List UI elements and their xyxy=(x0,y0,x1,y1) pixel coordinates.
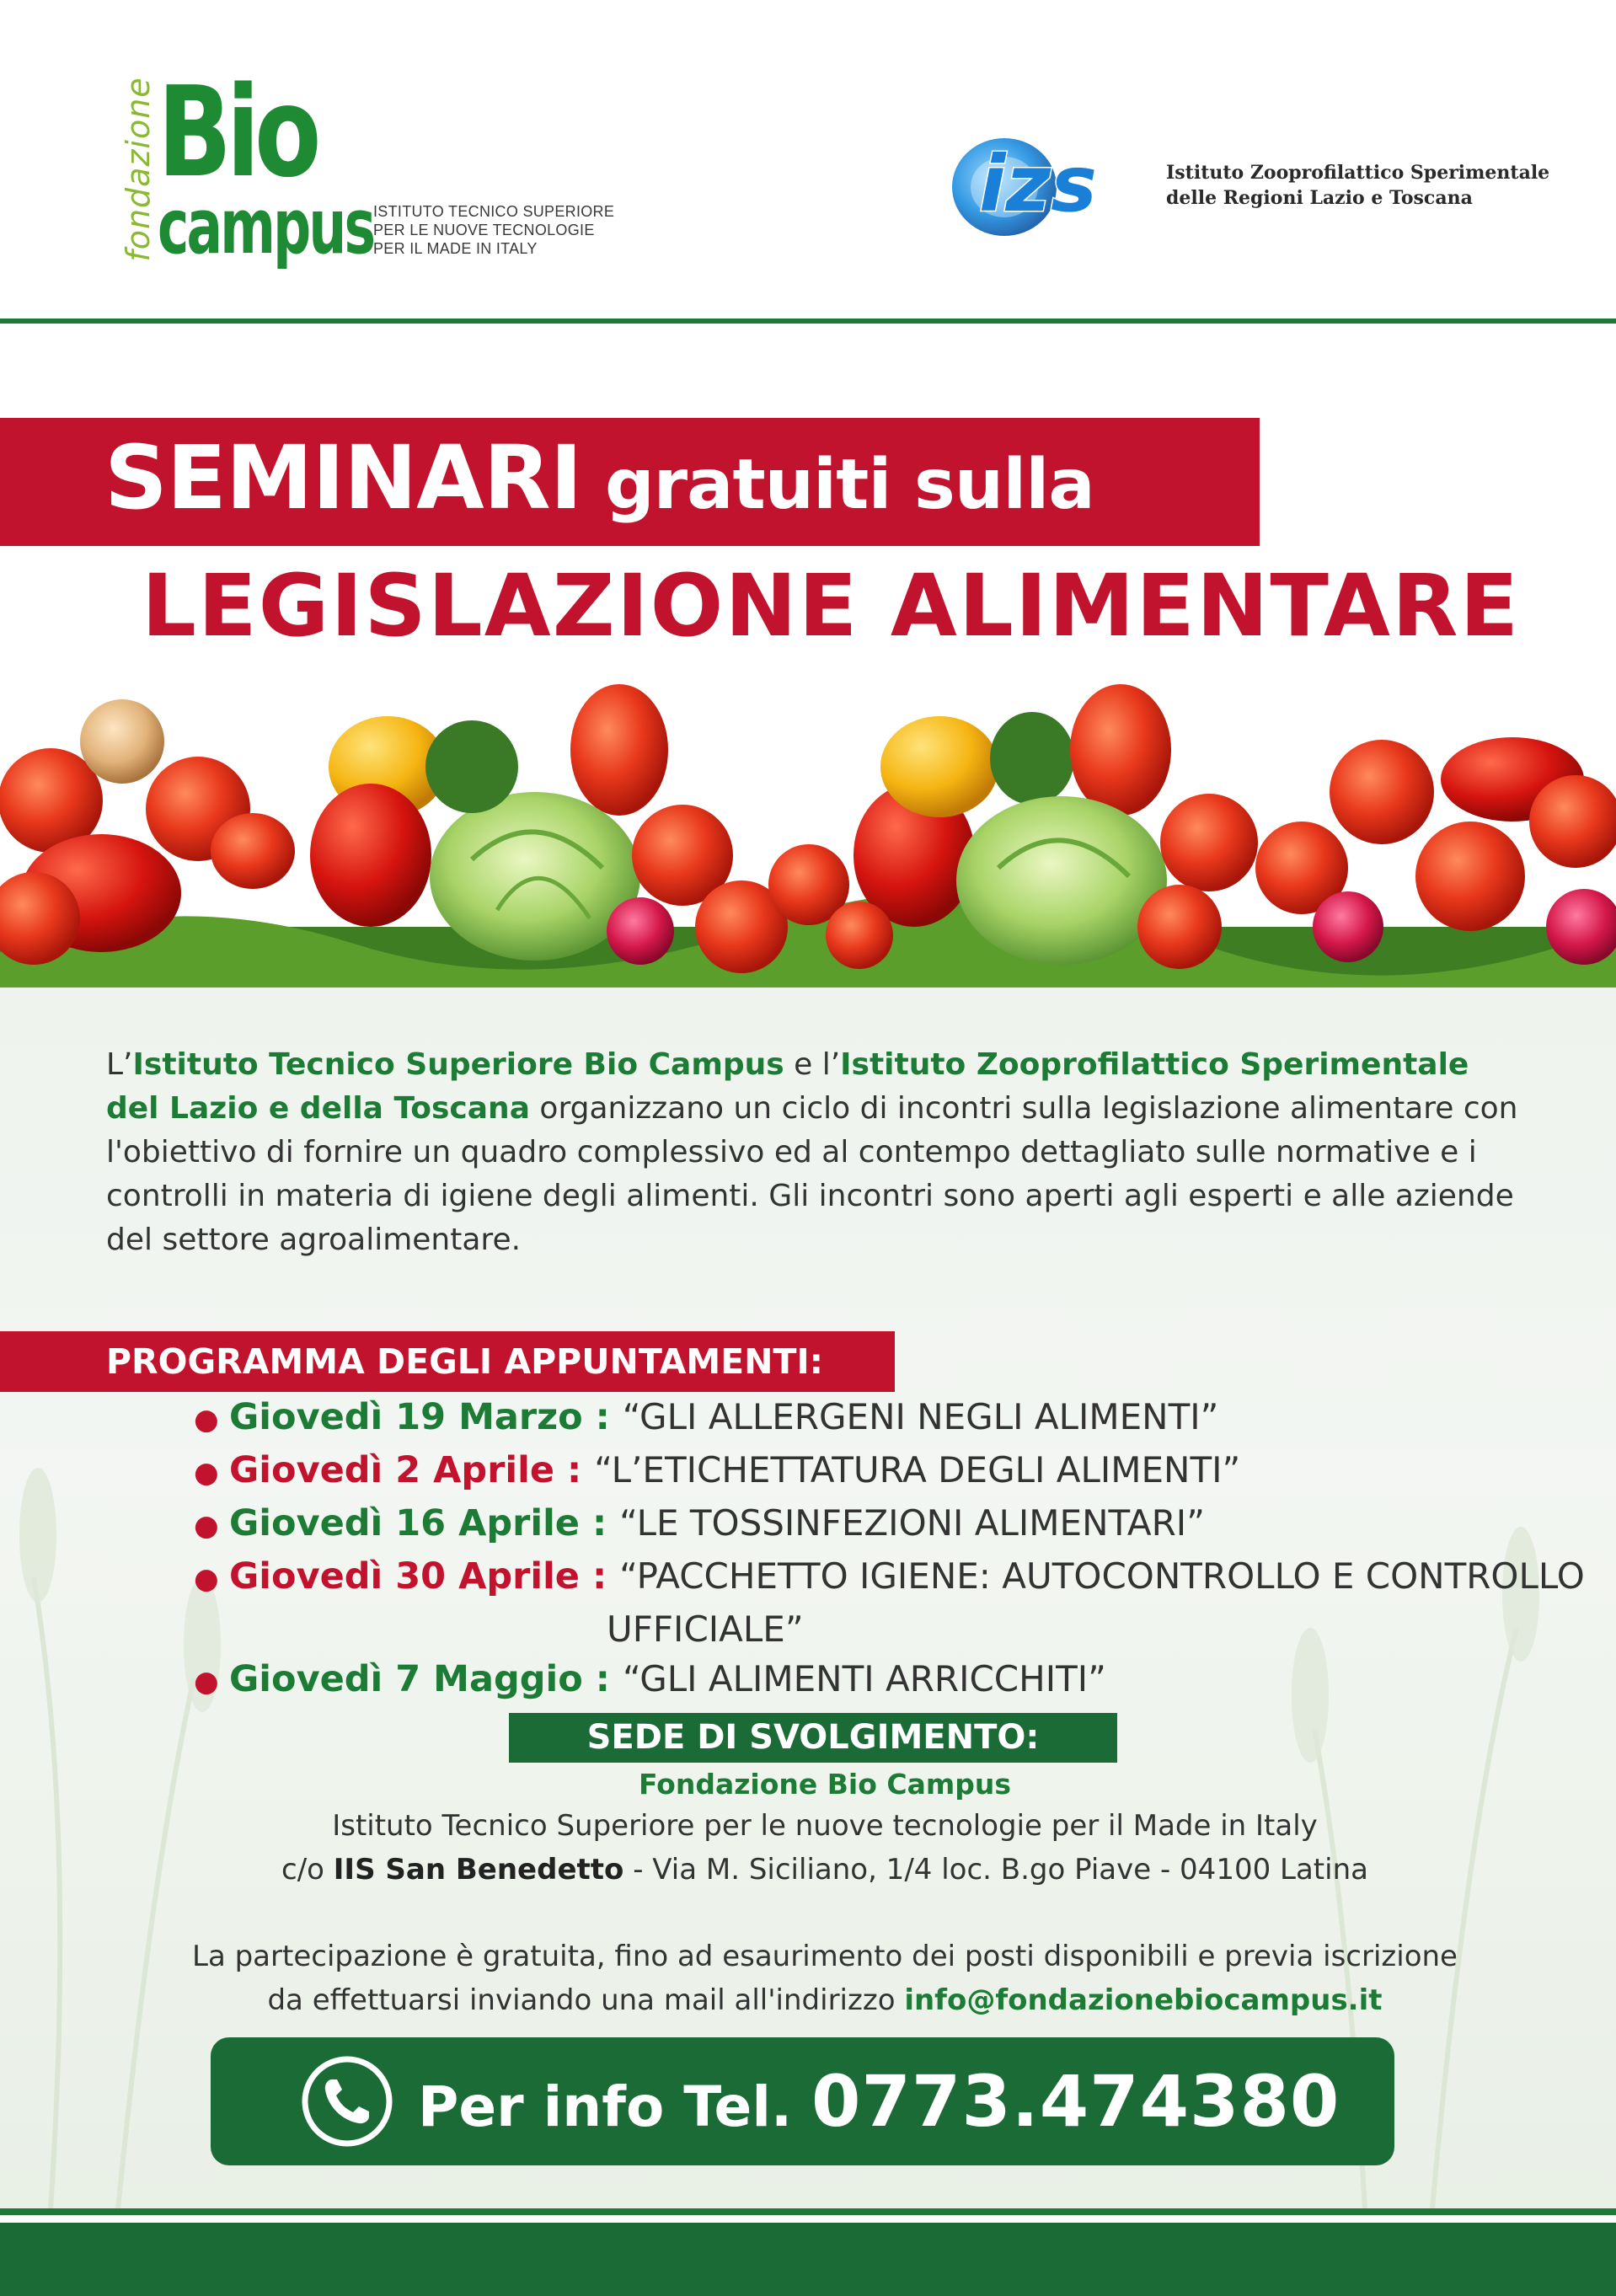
svg-text:izs: izs xyxy=(979,139,1097,229)
schedule-item xyxy=(194,1654,1576,1707)
partecipazione-text: La partecipazione è gratuita, fino ad esaurimento dei posti disponibili e previa iscrizione da effettuarsi inviando una mail all'indirizzo info@fondazionebiocampus.it xyxy=(192,1940,1458,2017)
vegetables-image xyxy=(0,674,1616,990)
bullet-icon: ● xyxy=(194,1403,219,1437)
izs-name: Istituto Zooprofilattico Sperimentale delle Regioni Lazio e Toscana xyxy=(1166,162,1550,209)
phone-number[interactable]: 0773.474380 xyxy=(811,2060,1340,2143)
footer-band xyxy=(0,2223,1616,2296)
sede-address: c/o IIS San Benedetto - Via M. Siciliano, 1/4 loc. B.go Piave - 04100 Latina xyxy=(281,1853,1368,1887)
biocampus-logo-bio: Bio xyxy=(158,60,317,205)
bullet-icon: ● xyxy=(194,1456,219,1490)
schedule-list xyxy=(194,1392,1585,1707)
sede-heading: SEDE DI SVOLGIMENTO: xyxy=(586,1718,1040,1757)
schedule-topic: “PACCHETTO IGIENE: AUTOCONTROLLO E CONTROLLO xyxy=(619,1555,1585,1597)
sede-name: Fondazione Bio Campus xyxy=(638,1768,1012,1801)
izs-logo xyxy=(945,126,1550,244)
email-link[interactable]: info@fondazionebiocampus.it xyxy=(904,1983,1383,2017)
header-divider xyxy=(0,318,1616,324)
biocampus-logo-campus: campus xyxy=(158,183,374,271)
schedule-item xyxy=(194,1551,1585,1654)
info-phone-text: Per info Tel. 0773.474380 xyxy=(418,2060,1340,2143)
title-line-2: LEGISLAZIONE ALIMENTARE xyxy=(142,556,1521,656)
org-izs: Istituto Zooprofilattico Sperimentale del Lazio e della Toscana xyxy=(106,1047,1469,1126)
bullet-icon: ● xyxy=(194,1562,219,1596)
biocampus-logo-prefix: fondazione xyxy=(120,77,157,262)
schedule-item xyxy=(194,1445,1576,1498)
schedule-topic: “L’ETICHETTATURA DEGLI ALIMENTI” xyxy=(594,1449,1241,1491)
izs-logo-mark xyxy=(945,133,1156,243)
footer-divider xyxy=(0,2208,1616,2215)
schedule-date: Giovedì 30 Aprile : xyxy=(229,1555,620,1598)
bullet-icon: ● xyxy=(194,1509,219,1543)
schedule-date: Giovedì 16 Aprile : xyxy=(229,1502,620,1544)
schedule-item xyxy=(194,1498,1576,1551)
biocampus-logo xyxy=(120,60,626,276)
schedule-date: Giovedì 7 Maggio : xyxy=(229,1658,623,1700)
biocampus-tagline: ISTITUTO TECNICO SUPERIORE PER LE NUOVE TECNOLOGIE PER IL MADE IN ITALY xyxy=(373,203,615,257)
programma-heading: PROGRAMMA DEGLI APPUNTAMENTI: xyxy=(106,1341,824,1382)
phone-icon xyxy=(300,2054,394,2149)
info-phone-box[interactable] xyxy=(211,2037,1394,2165)
sede-description: Istituto Tecnico Superiore per le nuove tecnologie per il Made in Italy xyxy=(332,1809,1318,1843)
schedule-topic-continuation: UFFICIALE” xyxy=(607,1608,804,1650)
schedule-item xyxy=(194,1392,1576,1445)
intro-paragraph: L’Istituto Tecnico Superiore Bio Campus e l’Istituto Zooprofilattico Sperimentale del Lazio e della Toscana organizzano un ciclo di incontri sulla legislazione alimentare con l'obiettivo di fornire un quadro complessivo ed al contempo dettagliato sulle normative e i controlli in materia di igiene degli alimenti. Gli incontri sono aperti agli esperti e alle aziende del settore agroalimentare. xyxy=(106,1047,1518,1257)
schedule-date: Giovedì 2 Aprile : xyxy=(229,1449,595,1491)
schedule-topic: “GLI ALLERGENI NEGLI ALIMENTI” xyxy=(622,1396,1219,1437)
org-biocampus: Istituto Tecnico Superiore Bio Campus xyxy=(132,1047,784,1082)
schedule-topic: “LE TOSSINFEZIONI ALIMENTARI” xyxy=(619,1502,1205,1544)
bullet-icon: ● xyxy=(194,1665,219,1699)
title-line-1: SEMINARI gratuiti sulla xyxy=(104,426,1094,529)
schedule-topic: “GLI ALIMENTI ARRICCHITI” xyxy=(622,1658,1106,1699)
schedule-date: Giovedì 19 Marzo : xyxy=(229,1396,623,1438)
